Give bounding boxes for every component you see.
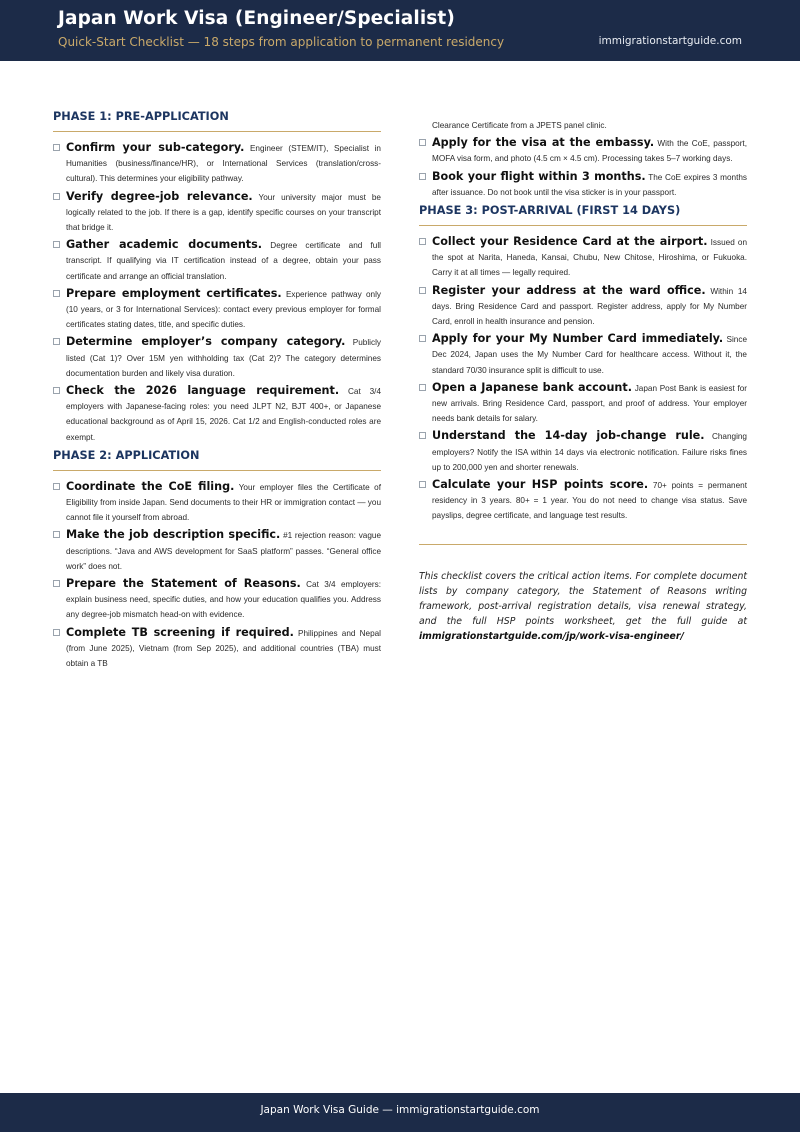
checkbox[interactable] — [53, 387, 60, 394]
checkbox[interactable] — [419, 238, 426, 245]
item-lead: Make the job description specific. — [66, 528, 281, 542]
left-column — [53, 110, 381, 673]
checkbox[interactable] — [53, 531, 60, 538]
checkbox[interactable] — [53, 193, 60, 200]
checklist-item — [419, 477, 747, 524]
checklist-item — [53, 625, 381, 672]
item-text: Philippines and Nepal (from June 2025), Vietnam (from Sep 2025), and additional countries (TBA) must obtain a TB — [66, 628, 381, 669]
item-text: With the CoE, passport, MOFA visa form, and photo (4.5 cm × 4.5 cm). Processing takes 5–7 working days. — [432, 139, 747, 164]
item-lead: Collect your Residence Card at the airport. — [432, 235, 708, 249]
checklist-item — [419, 428, 747, 475]
item-lead: Confirm your sub-category. — [66, 141, 245, 154]
checklist-item — [419, 380, 747, 427]
phase2-title: PHASE 2: APPLICATION — [53, 449, 381, 471]
item-lead: Verify degree-job relevance. — [66, 189, 253, 203]
checklist-item — [53, 140, 381, 187]
note-text: This checklist covers the critical action items. For complete document lists by company category, the Statement of Reasons writing framework, post-arrival registration details, visa renewal strategy, and the full HSP points worksheet, get the full guide at — [419, 570, 747, 627]
page-footer — [0, 1093, 800, 1132]
checkbox[interactable] — [53, 144, 60, 151]
item-lead: Apply for your My Number Card immediately. — [432, 332, 724, 346]
item-continuation: Clearance Certificate from a JPETS panel clinic. — [432, 121, 607, 130]
item-text: Since Dec 2024, Japan uses the My Number Card for healthcare access. Without it, the standard 70/30 insurance split is difficult to use. — [432, 335, 747, 375]
item-lead: Prepare the Statement of Reasons. — [66, 577, 301, 591]
checklist-item — [53, 576, 381, 623]
checkbox[interactable] — [53, 241, 60, 248]
item-lead: Prepare employment certificates. — [66, 286, 282, 300]
item-text: Cat 3/4 employers: explain business need, specific duties, and how your education qualifies you. Address any degree-job mismatch head-on with evidence. — [66, 580, 381, 620]
header-site-link[interactable]: immigrationstartguide.com — [598, 35, 742, 47]
item-text: Within 14 days. Bring Residence Card and passport. Register address, apply for My Number Card, enroll in health insurance and pension. — [432, 286, 747, 327]
checklist-item — [53, 286, 381, 333]
item-text: Degree certificate and full transcript. If qualifying via IT certification instead of a degree, obtain your pass certificate and arrange an official translation. — [66, 241, 381, 281]
item-lead: Apply for the visa at the embassy. — [432, 136, 655, 150]
checklist-item — [419, 331, 747, 378]
item-lead: Check the 2026 language requirement. — [66, 384, 340, 398]
checkbox[interactable] — [53, 483, 60, 490]
item-text: 70+ points = permanent residency in 3 years. 80+ = 1 year. You do not need to change visa status. Save payslips, degree certificate, and language test results. — [432, 481, 747, 521]
item-lead: Complete TB screening if required. — [66, 625, 294, 639]
checkbox[interactable] — [419, 139, 426, 146]
checkbox[interactable] — [53, 580, 60, 587]
checkbox[interactable] — [419, 432, 426, 439]
document-subtitle: Quick-Start Checklist — 18 steps from application to permanent residency — [58, 35, 505, 49]
item-lead: Gather academic documents. — [66, 238, 263, 252]
checklist-item — [53, 383, 381, 445]
checklist-item — [53, 527, 381, 574]
checklist-item — [419, 234, 747, 281]
item-text: Cat 3/4 employers with Japanese-facing roles: you need JLPT N2, BJT 400+, or Japanese educational background as of April 15, 2026. Cat 1/2 and English-conducted roles are exempt. — [66, 387, 381, 442]
item-text: Publicly listed (Cat 1)? Over 15M yen withholding tax (Cat 2)? The category determines documentation burden and likely visa duration. — [66, 338, 381, 378]
right-column — [419, 118, 747, 644]
checklist-item — [53, 479, 381, 526]
page-header — [0, 0, 800, 61]
item-text: Japan Post Bank is easiest for new arrivals. Bring Residence Card, passport, and proof of address. Your employer needs bank details for salary. — [432, 383, 747, 424]
item-lead: Book your flight within 3 months. — [432, 169, 646, 183]
checklist-item — [419, 169, 747, 200]
checkbox[interactable] — [53, 290, 60, 297]
section-divider — [419, 544, 747, 545]
checklist-item — [53, 334, 381, 381]
checkbox[interactable] — [53, 338, 60, 345]
item-lead: Determine employer’s company category. — [66, 335, 346, 349]
item-text: Experience pathway only (10 years, or 3 for International Services): contact every previous employer for formal certificates stating dates, title, and specific duties. — [66, 289, 382, 330]
item-text: #1 rejection reason: vague descriptions. “Java and AWS development for SaaS platform” passes. “General office work” does not. — [66, 531, 382, 571]
item-lead: Understand the 14-day job-change rule. — [432, 429, 705, 443]
checkbox[interactable] — [419, 481, 426, 488]
phase1-title: PHASE 1: PRE-APPLICATION — [53, 110, 381, 132]
phase3-title: PHASE 3: POST-ARRIVAL (FIRST 14 DAYS) — [419, 204, 747, 226]
item-text: Changing employers? Notify the ISA within 14 days via electronic notification. Failure risks fines up to 200,000 yen and shorter renewals. — [432, 432, 747, 472]
item-text: Issued on the spot at Narita, Haneda, Kansai, Chubu, New Chitose, Hiroshima, or Fukuoka. Carry it at all times — legally required. — [432, 238, 748, 278]
closing-note — [419, 569, 747, 644]
checkbox[interactable] — [419, 384, 426, 391]
item-text: Engineer (STEM/IT), Specialist in Humanities (business/finance/HR), or International Services (translation/cross-cultural). This determines your eligibility pathway. — [66, 144, 381, 184]
checkbox[interactable] — [53, 629, 60, 636]
checkbox[interactable] — [419, 287, 426, 294]
checklist-item — [53, 237, 381, 284]
item-lead: Open a Japanese bank account. — [432, 380, 632, 394]
item-lead: Coordinate the CoE filing. — [66, 479, 235, 493]
checkbox[interactable] — [419, 173, 426, 180]
footer-text: Japan Work Visa Guide — immigrationstartguide.com — [260, 1104, 540, 1116]
item-text: Your university major must be logically related to the job. If there is a gap, identify specific courses on your transcript that bridge it. — [66, 192, 381, 233]
checkbox[interactable] — [419, 335, 426, 342]
checklist-item — [419, 283, 747, 330]
checklist-item — [419, 135, 747, 166]
item-lead: Calculate your HSP points score. — [432, 478, 649, 492]
guide-link[interactable]: immigrationstartguide.com/jp/work-visa-engineer/ — [419, 630, 684, 642]
document-title: Japan Work Visa (Engineer/Specialist) — [58, 8, 455, 29]
item-text: The CoE expires 3 months after issuance. Do not book until the visa sticker is in your passport. — [432, 172, 747, 197]
item-lead: Register your address at the ward office. — [432, 283, 706, 297]
checklist-item — [53, 189, 381, 236]
item-text: Your employer files the Certificate of Eligibility from inside Japan. Send documents to their HR or immigration contact — you cannot file it yourself from abroad. — [66, 482, 381, 523]
